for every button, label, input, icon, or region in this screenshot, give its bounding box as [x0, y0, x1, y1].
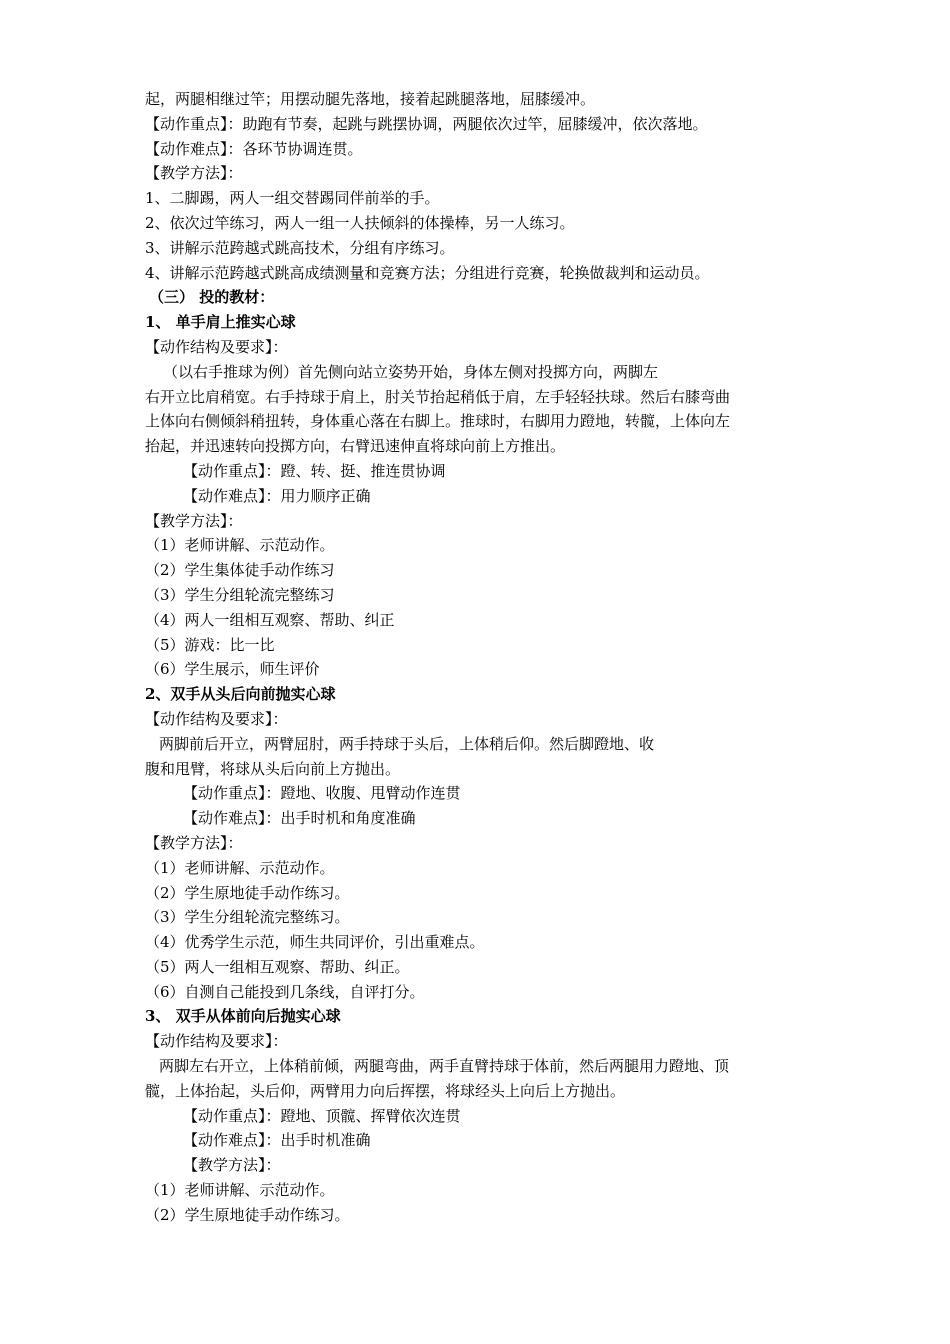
text-line: 起，两腿相继过竿；用摆动腿先落地，接着起跳腿落地，屈膝缓冲。: [145, 90, 596, 108]
method-heading: 【教学方法】：: [145, 511, 243, 530]
method-item: （4）两人一组相互观察、帮助、纠正: [145, 610, 395, 629]
key-point-line: 【动作重点】：蹬地、收腹、甩臂动作连贯: [183, 784, 461, 803]
method-item: 4、讲解示范跨越式跳高成绩测量和竞赛方法；分组进行竞赛，轮换做裁判和运动员。: [145, 263, 710, 282]
method-item: （4）优秀学生示范，师生共同评价，引出重难点。: [145, 933, 485, 952]
method-item: 2、依次过竿练习，两人一组一人扶倾斜的体操棒，另一人练习。: [145, 213, 575, 232]
method-item: （5）游戏：比一比: [145, 635, 275, 654]
paragraph-line: 腹和甩臂，将球从头后向前上方抛出。: [145, 759, 401, 778]
method-item: （2）学生集体徒手动作练习: [145, 561, 335, 580]
method-item: （5）两人一组相互观察、帮助、纠正。: [145, 957, 410, 976]
paragraph-line: 两脚左右开立，上体稍前倾，两腿弯曲，两手直臂持球于体前，然后两腿用力蹬地、顶: [159, 1057, 730, 1076]
method-item: （6）学生展示，师生评价: [145, 660, 320, 679]
method-item: （1）老师讲解、示范动作。: [145, 536, 335, 555]
method-item: （1）老师讲解、示范动作。: [145, 1181, 335, 1200]
structure-heading: 【动作结构及要求】：: [145, 337, 288, 356]
paragraph-line: 上体向右侧倾斜稍扭转，身体重心落在右脚上。推球时，右脚用力蹬地，转髋，上体向左: [145, 412, 731, 431]
key-point-line: 【动作重点】：蹬地、顶髋、挥臂依次连贯: [183, 1106, 461, 1125]
method-heading: 【教学方法】：: [145, 833, 243, 852]
method-item: （3）学生分组轮流完整练习。: [145, 908, 350, 927]
difficulty-line: 【动作难点】：出手时机和角度准确: [183, 809, 416, 828]
difficulty-line: 【动作难点】：各环节协调连贯。: [145, 139, 363, 158]
difficulty-line: 【动作难点】：出手时机准确: [183, 1131, 371, 1150]
method-item: 1、二脚踢，两人一组交替踢同伴前举的手。: [145, 189, 440, 208]
paragraph-line: （以右手推球为例）首先侧向站立姿势开始，身体左侧对投掷方向，两脚左: [163, 362, 659, 381]
subsection-heading: 2、双手从头后向前抛实心球: [145, 685, 336, 704]
paragraph-line: 抬起，并迅速转向投掷方向，右臂迅速伸直将球向前上方推出。: [145, 437, 566, 456]
key-point-line: 【动作重点】：蹬、转、挺、推连贯协调: [183, 461, 446, 480]
method-item: （1）老师讲解、示范动作。: [145, 858, 335, 877]
structure-heading: 【动作结构及要求】：: [145, 709, 288, 728]
document-page: [145, 87, 825, 1228]
method-heading: 【教学方法】：: [145, 164, 243, 183]
method-item: 3、讲解示范跨越式跳高技术，分组有序练习。: [145, 238, 455, 257]
method-item: （2）学生原地徒手动作练习。: [145, 1205, 350, 1224]
difficulty-line: 【动作难点】：用力顺序正确: [183, 486, 371, 505]
structure-heading: 【动作结构及要求】：: [145, 1032, 288, 1051]
method-item: （6）自测自己能投到几条线，自评打分。: [145, 982, 425, 1001]
paragraph-line: 右开立比肩稍宽。右手持球于肩上，肘关节抬起稍低于肩，左手轻轻扶球。然后右膝弯曲: [145, 387, 731, 406]
paragraph-line: 两脚前后开立，两臂屈肘，两手持球于头后，上体稍后仰。然后脚蹬地、收: [159, 734, 655, 753]
subsection-heading: 3、 双手从体前向后抛实心球: [145, 1007, 341, 1026]
paragraph-line: 髋，上体抬起，头后仰，两臂用力向后挥摆，将球经头上向后上方抛出。: [145, 1081, 626, 1100]
key-point-line: 【动作重点】：助跑有节奏，起跳与跳摆协调，两腿依次过竿，屈膝缓冲，依次落地。: [145, 114, 708, 133]
method-item: （2）学生原地徒手动作练习。: [145, 883, 350, 902]
section-heading: （三） 投的教材：: [149, 288, 275, 307]
subsection-heading: 1、 单手肩上推实心球: [145, 313, 296, 332]
method-heading: 【教学方法】：: [183, 1156, 281, 1175]
method-item: （3）学生分组轮流完整练习: [145, 585, 335, 604]
